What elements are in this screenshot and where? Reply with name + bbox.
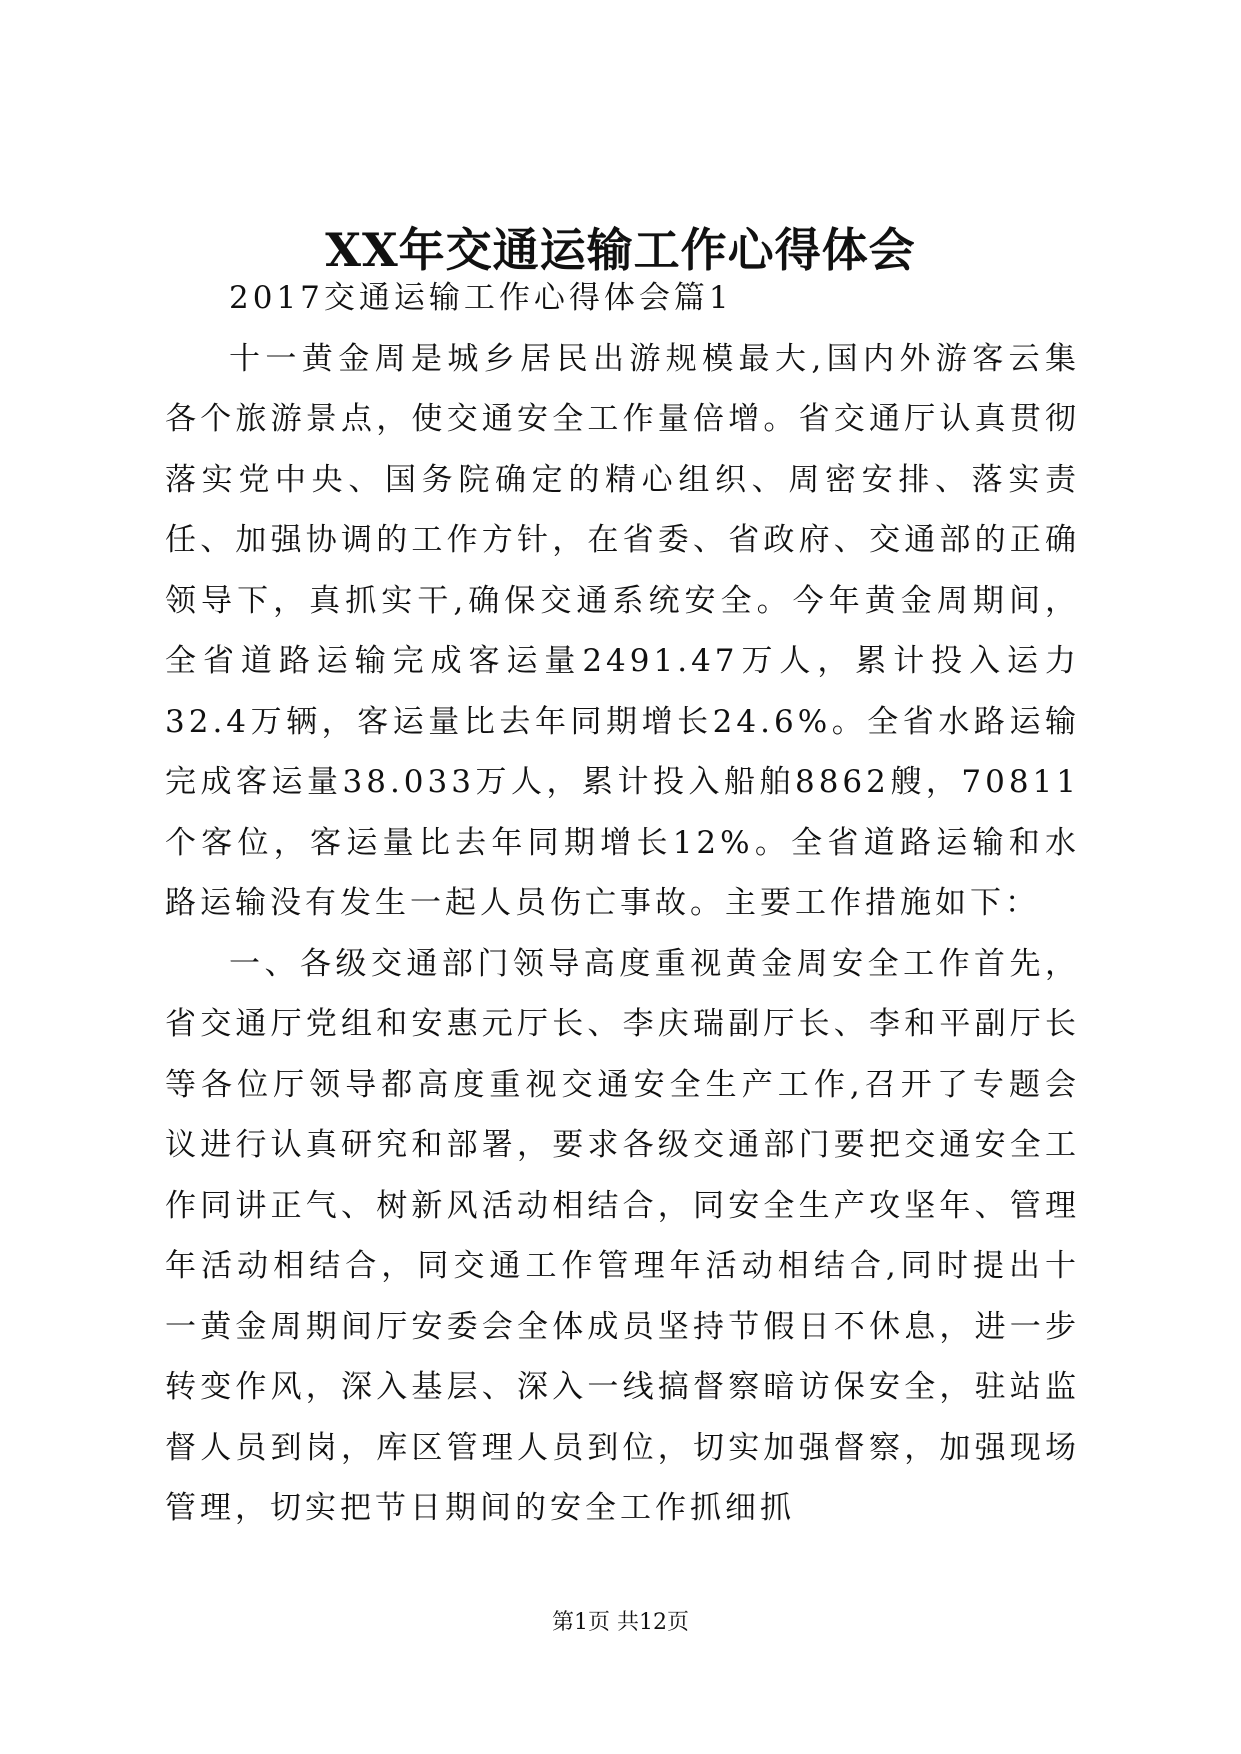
- paragraph: 十一黄金周是城乡居民出游规模最大,国内外游客云集各个旅游景点，使交通安全工作量倍增。省交通厅认真贯彻落实党中央、国务院确定的精心组织、周密安排、落实责任、加强协调的工作方针，在省委、省政府、交通部的正确领导下，真抓实干,确保交通系统安全。今年黄金周期间，全省道路运输完成客运量2491.47万人，累计投入运力32.4万辆，客运量比去年同期增长24.6%。全省水路运输完成客运量38.033万人，累计投入船舶8862艘，70811个客位，客运量比去年同期增长12%。全省道路运输和水路运输没有发生一起人员伤亡事故。主要工作措施如下：: [165, 340, 1080, 921]
- document-subtitle: 2017交通运输工作心得体会篇1: [229, 280, 733, 316]
- paragraph: 一、各级交通部门领导高度重视黄金周安全工作首先，省交通厅党组和安惠元厅长、李庆瑞副厅长、李和平副厅长等各位厅领导都高度重视交通安全生产工作,召开了专题会议进行认真研究和部署，要求各级交通部门要把交通安全工作同讲正气、树新风活动相结合，同安全生产攻坚年、管理年活动相结合，同交通工作管理年活动相结合,同时提出十一黄金周期间厅安委会全体成员坚持节假日不休息，进一步转变作风，深入基层、深入一线搞督察暗访保安全，驻站监督人员到岗，库区管理人员到位，切实加强督察，加强现场管理，切实把节日期间的安全工作抓细抓: [165, 945, 1080, 1526]
- document-title: XX年交通运输工作心得体会: [325, 223, 916, 277]
- document-body: [165, 268, 1080, 1539]
- page-number-footer: 第1页 共12页: [552, 1610, 689, 1635]
